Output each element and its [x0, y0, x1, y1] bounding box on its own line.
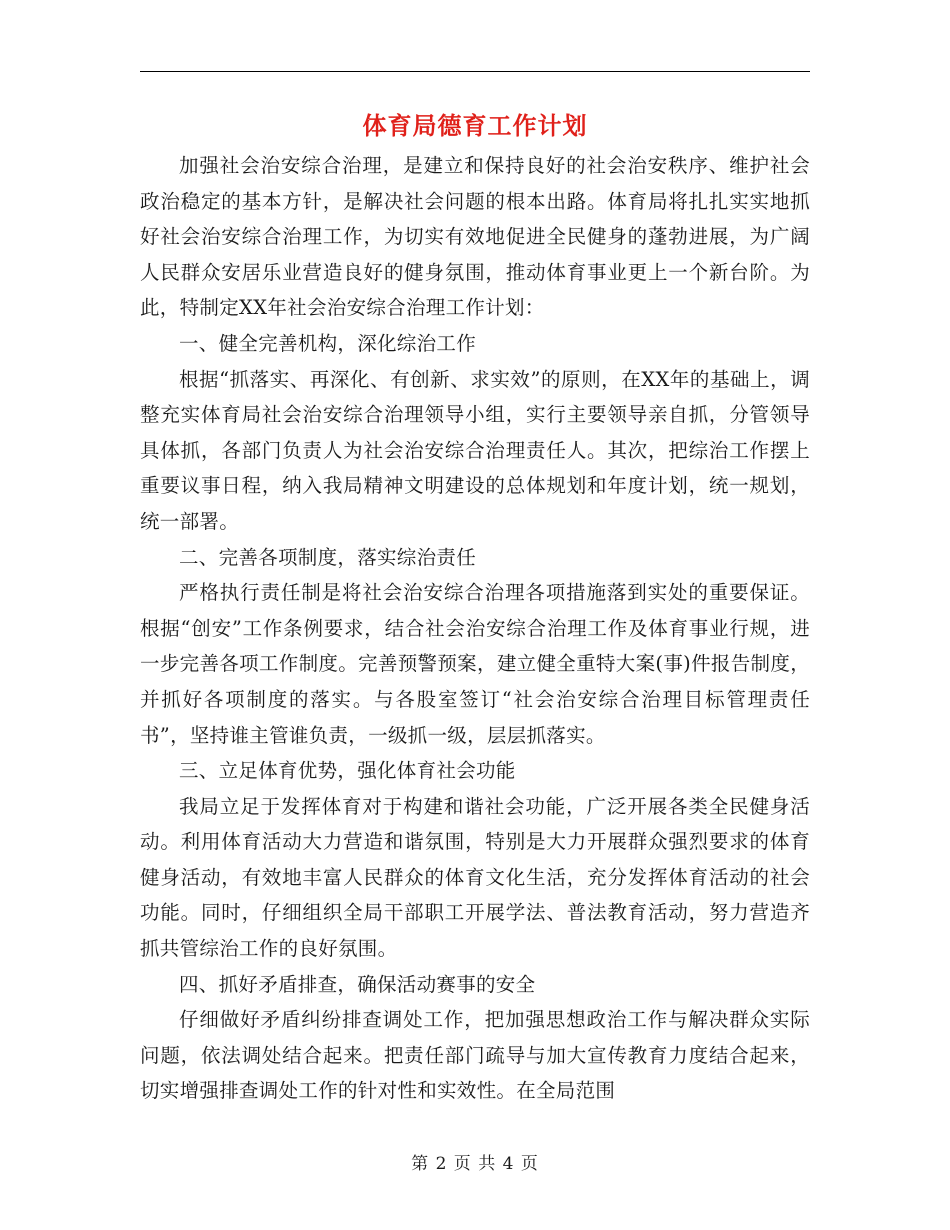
paragraph-section-4: 仔细做好矛盾纠纷排查调处工作，把加强思想政治工作与解决群众实际问题，依法调处结合起来。把责任部门疏导与加大宣传教育力度结合起来，切实增强排查调处工作的针对性和实效性。在全局范围 [140, 1008, 810, 1103]
section-heading-2: 二、完善各项制度，落实综治责任 [179, 545, 477, 569]
section-heading-3: 三、立足体育优势，强化体育社会功能 [179, 759, 516, 783]
paragraph-section-2: 严格执行责任制是将社会治安综合治理各项措施落到实处的重要保证。根据“创安”工作条例要求，结合社会治安综合治理工作及体育事业行规，进一步完善各项工作制度。完善预警预案，建立健全重特大案(事)件报告制度，并抓好各项制度的落实。与各股室签订“社会治安综合治理目标管理责任书”，坚持谁主管谁负责，一级抓一级，层层抓落实。 [140, 581, 810, 747]
header-rule [140, 71, 810, 72]
paragraph-section-1: 根据“抓落实、再深化、有创新、求实效”的原则，在XX年的基础上，调整充实体育局社会治安综合治理领导小组，实行主要领导亲自抓，分管领导具体抓，各部门负责人为社会治安综合治理责任人。其次，把综治工作摆上重要议事日程，纳入我局精神文明建设的总体规划和年度计划，统一规划，统一部署。 [140, 367, 810, 533]
section-heading-4: 四、抓好矛盾排查，确保活动赛事的安全 [179, 972, 536, 996]
paragraph-section-3: 我局立足于发挥体育对于构建和谐社会功能，广泛开展各类全民健身活动。利用体育活动大力营造和谐氛围，特别是大力开展群众强烈要求的体育健身活动，有效地丰富人民群众的体育文化生活，充分发挥体育活动的社会功能。同时，仔细组织全局干部职工开展学法、普法教育活动，努力营造齐抓共管综治工作的良好氛围。 [140, 794, 810, 961]
document-body [140, 148, 810, 1109]
page-number-footer: 第 2 页 共 4 页 [411, 1154, 539, 1174]
section-heading-1: 一、健全完善机构，深化综治工作 [179, 331, 477, 355]
document-title: 体育局德育工作计划 [362, 111, 588, 140]
paragraph-intro: 加强社会治安综合治理，是建立和保持良好的社会治安秩序、维护社会政治稳定的基本方针，是解决社会问题的根本出路。体育局将扎扎实实地抓好社会治安综合治理工作，为切实有效地促进全民健身的蓬勃进展，为广阔人民群众安居乐业营造良好的健身氛围，推动体育事业更上一个新台阶。为此，特制定XX年社会治安综合治理工作计划： [140, 154, 810, 320]
